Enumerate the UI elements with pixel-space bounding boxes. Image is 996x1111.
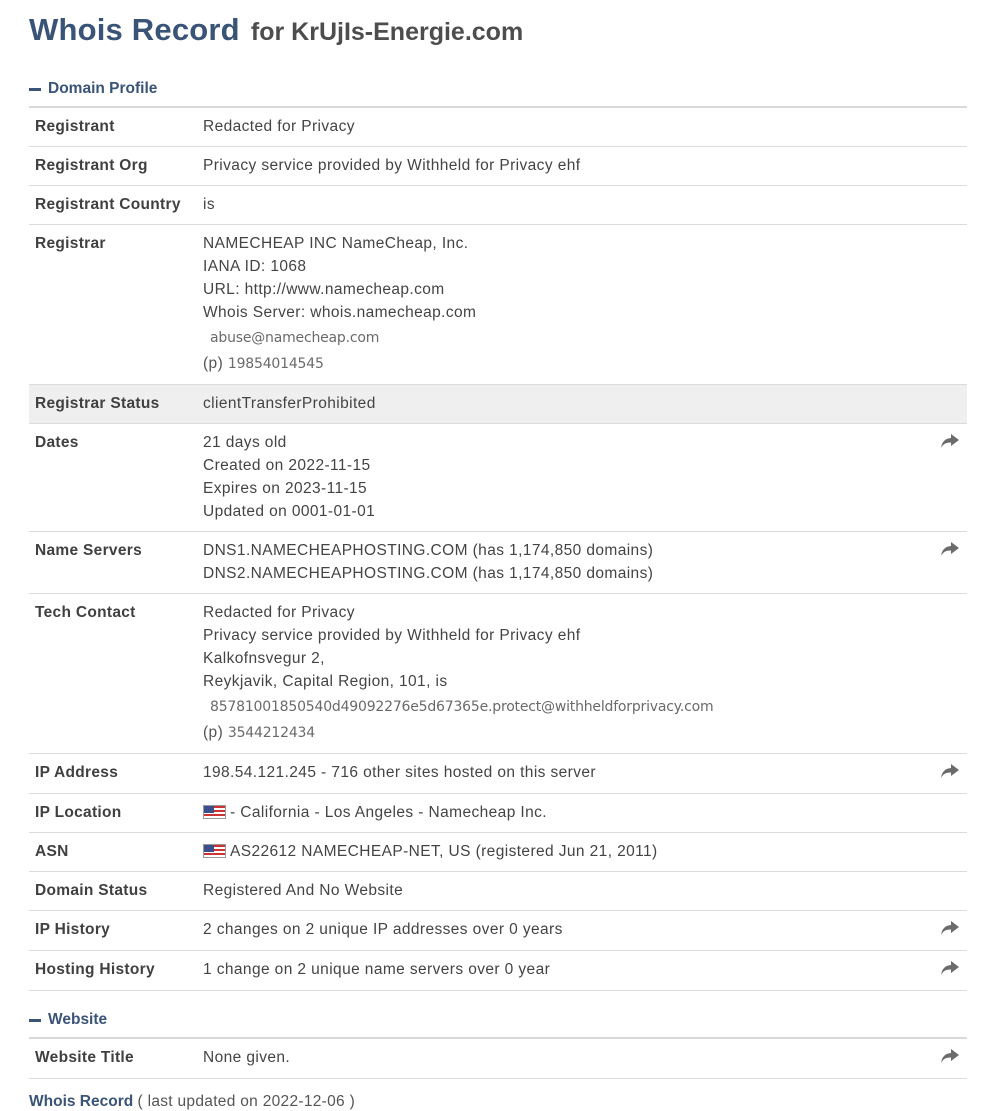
page-subtitle: for KrUjIs-Energie.com (250, 18, 524, 46)
whois-record-link[interactable]: Whois Record (29, 1093, 134, 1110)
domain-profile-table (29, 106, 967, 991)
ip-location-value: - California - Los Angeles - Namecheap Inc. (230, 804, 548, 821)
row-ip-address (29, 754, 967, 794)
row-registrar (29, 225, 967, 385)
registrar-email: abuse@namecheap.com (210, 330, 380, 346)
ip-location-cell (197, 794, 927, 833)
row-name-servers (29, 532, 967, 594)
dates-label: Dates (29, 424, 197, 532)
ip-address-label: IP Address (29, 754, 197, 794)
domain-status-value: Registered And No Website (197, 872, 927, 911)
registrant-country-label: Registrant Country (29, 186, 197, 225)
row-dates (29, 424, 967, 532)
registrant-label: Registrant (29, 107, 197, 147)
expires-date: Expires on 2023-11-15 (203, 480, 368, 497)
name-servers-label: Name Servers (29, 532, 197, 594)
registrar-phone: 19854014545 (227, 356, 324, 372)
tech-contact-street: Kalkofnsvegur 2, (203, 650, 325, 667)
row-tech-contact (29, 594, 967, 754)
name-server-1: DNS1.NAMECHEAPHOSTING.COM (has 1,174,850 domains) (203, 542, 654, 559)
row-ip-location (29, 794, 967, 833)
registrar-url: URL: http://www.namecheap.com (203, 281, 445, 298)
tech-contact-label: Tech Contact (29, 594, 197, 754)
tech-contact-org: Privacy service provided by Withheld for Privacy ehf (203, 627, 581, 644)
share-arrow-icon[interactable] (941, 1049, 959, 1063)
asn-cell (197, 833, 927, 872)
name-servers-value (197, 532, 927, 594)
row-registrant-country (29, 186, 967, 225)
registrant-org-value: Privacy service provided by Withheld for Privacy ehf (197, 147, 927, 186)
asn-label: ASN (29, 833, 197, 872)
share-arrow-icon[interactable] (941, 434, 959, 448)
share-arrow-icon[interactable] (941, 921, 959, 935)
page-header (29, 12, 967, 72)
website-table (29, 1037, 967, 1079)
domain-age: 21 days old (203, 434, 287, 451)
tech-contact-phone: 3544212434 (227, 725, 315, 741)
share-arrow-icon[interactable] (941, 764, 959, 778)
registrar-status-value: clientTransferProhibited (197, 385, 927, 424)
registrar-status-label: Registrar Status (29, 385, 197, 424)
website-title-value: None given. (197, 1038, 927, 1079)
ip-history-value: 2 changes on 2 unique IP addresses over 0 years (197, 911, 927, 951)
tech-contact-phone-line (203, 721, 921, 745)
page-title: Whois Record (29, 12, 240, 47)
registrar-label: Registrar (29, 225, 197, 385)
row-domain-status (29, 872, 967, 911)
tech-contact-city: Reykjavik, Capital Region, 101, is (203, 673, 448, 690)
registrar-whois-server: Whois Server: whois.namecheap.com (203, 304, 477, 321)
registrar-phone-prefix: (p) (203, 355, 224, 372)
registrar-name: NAMECHEAP INC NameCheap, Inc. (203, 235, 469, 252)
us-flag-icon (203, 844, 226, 858)
row-hosting-history (29, 951, 967, 991)
ip-address-value: 198.54.121.245 - 716 other sites hosted on this server (197, 754, 927, 794)
registrar-iana: IANA ID: 1068 (203, 258, 307, 275)
registrant-country-value: is (197, 186, 927, 225)
asn-value: AS22612 NAMECHEAP-NET, US (registered Jun 21, 2011) (230, 843, 658, 860)
website-title-label: Website Title (29, 1038, 197, 1079)
updated-date: Updated on 0001-01-01 (203, 503, 376, 520)
row-website-title (29, 1038, 967, 1079)
share-arrow-icon[interactable] (941, 542, 959, 556)
last-updated-note: ( last updated on 2022-12-06 ) (137, 1093, 356, 1110)
registrant-org-label: Registrant Org (29, 147, 197, 186)
ip-location-label: IP Location (29, 794, 197, 833)
row-registrar-status (29, 385, 967, 424)
footer (29, 1093, 967, 1111)
us-flag-icon (203, 805, 226, 819)
row-ip-history (29, 911, 967, 951)
ip-history-label: IP History (29, 911, 197, 951)
hosting-history-value: 1 change on 2 unique name servers over 0 year (197, 951, 927, 991)
hosting-history-label: Hosting History (29, 951, 197, 991)
tech-contact-name: Redacted for Privacy (203, 604, 355, 621)
row-asn (29, 833, 967, 872)
tech-contact-value (197, 594, 927, 754)
tech-contact-phone-prefix: (p) (203, 724, 224, 741)
minus-icon (29, 88, 41, 91)
domain-status-label: Domain Status (29, 872, 197, 911)
domain-profile-heading: Domain Profile (48, 80, 158, 97)
website-section (29, 1003, 967, 1079)
row-registrant (29, 107, 967, 147)
domain-profile-toggle[interactable] (29, 72, 967, 106)
dates-value (197, 424, 927, 532)
website-heading: Website (48, 1011, 108, 1028)
website-toggle[interactable] (29, 1003, 967, 1037)
row-registrant-org (29, 147, 967, 186)
name-server-2: DNS2.NAMECHEAPHOSTING.COM (has 1,174,850 domains) (203, 565, 654, 582)
created-date: Created on 2022-11-15 (203, 457, 371, 474)
registrar-value (197, 225, 927, 385)
registrar-phone-line (203, 352, 921, 376)
minus-icon (29, 1019, 41, 1022)
registrant-value: Redacted for Privacy (197, 107, 927, 147)
share-arrow-icon[interactable] (941, 961, 959, 975)
tech-contact-email: 85781001850540d49092276e5d67365e.protect@withheldforprivacy.com (210, 699, 714, 715)
